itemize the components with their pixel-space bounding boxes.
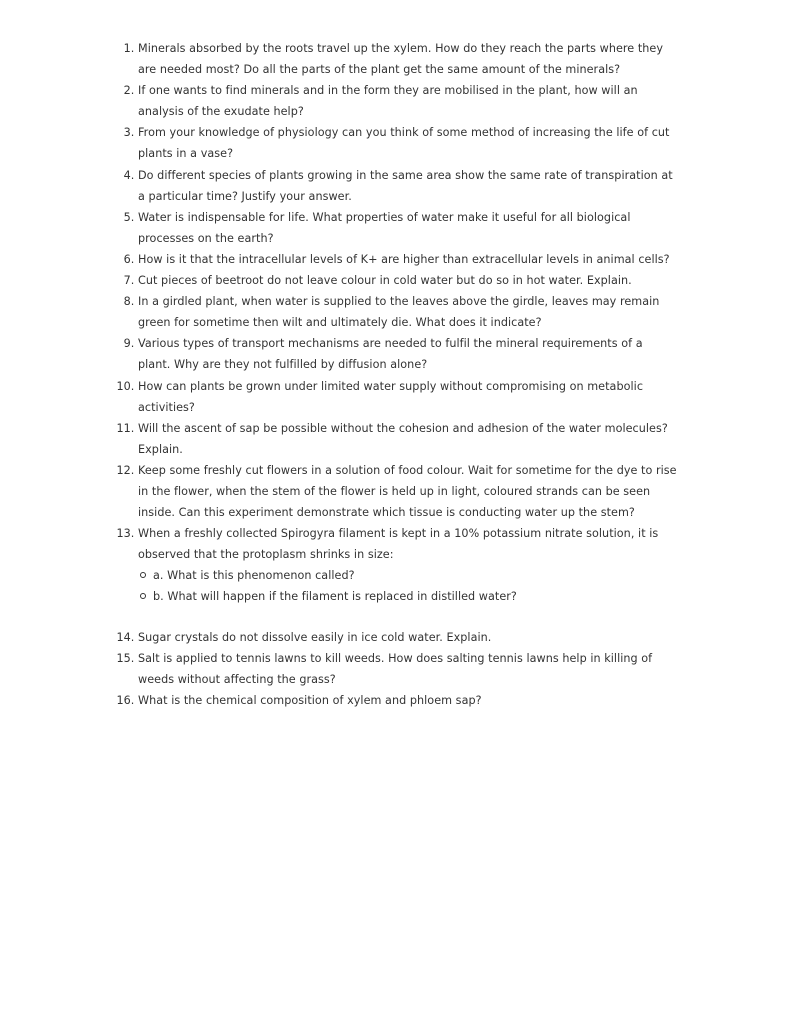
question-text: What is the chemical composition of xylem and phloem sap? (138, 693, 482, 707)
question-item (138, 291, 678, 333)
sub-question-item (153, 565, 678, 586)
question-text: How is it that the intracellular levels of K+ are higher than extracellular levels in animal cells? (138, 252, 670, 266)
question-item (138, 122, 678, 164)
question-item (138, 690, 678, 711)
question-item (138, 207, 678, 249)
question-text: Water is indispensable for life. What properties of water make it useful for all biological processes on the earth? (138, 210, 631, 245)
question-item (138, 249, 678, 270)
sub-question-text: b. What will happen if the filament is replaced in distilled water? (153, 590, 517, 604)
question-list (0, 38, 678, 711)
question-text: Do different species of plants growing in the same area show the same rate of transpiration at a particular time? Justify your answer. (138, 168, 673, 203)
question-item (138, 376, 678, 418)
question-item (138, 460, 678, 523)
question-text: Will the ascent of sap be possible without the cohesion and adhesion of the water molecules? Explain. (138, 421, 668, 456)
question-text: In a girdled plant, when water is supplied to the leaves above the girdle, leaves may remain green for sometime then wilt and ultimately die. What does it indicate? (138, 295, 660, 330)
sub-question-text: a. What is this phenomenon called? (153, 569, 355, 583)
sub-question-item (153, 586, 678, 607)
question-text: From your knowledge of physiology can you think of some method of increasing the life of cut plants in a vase? (138, 126, 670, 161)
question-text: When a freshly collected Spirogyra filament is kept in a 10% potassium nitrate solution, it is observed that the protoplasm shrinks in size: (138, 527, 659, 562)
question-text: How can plants be grown under limited water supply without compromising on metabolic activities? (138, 379, 644, 414)
question-item (138, 165, 678, 207)
question-text: Sugar crystals do not dissolve easily in ice cold water. Explain. (138, 630, 492, 644)
question-text: Cut pieces of beetroot do not leave colour in cold water but do so in hot water. Explain. (138, 274, 632, 288)
question-item (138, 270, 678, 291)
question-text: If one wants to find minerals and in the form they are mobilised in the plant, how will an analysis of the exudate help? (138, 84, 638, 119)
question-item (138, 333, 678, 375)
sub-question-list (138, 565, 678, 607)
spacer (138, 608, 678, 627)
question-text: Minerals absorbed by the roots travel up the xylem. How do they reach the parts where they are needed most? Do all the parts of the plant get the same amount of the minerals? (138, 42, 664, 77)
question-text: Salt is applied to tennis lawns to kill weeds. How does salting tennis lawns help in killing of weeds without affecting the grass? (138, 651, 653, 686)
document-page (0, 38, 791, 711)
question-item (138, 80, 678, 122)
question-item (138, 38, 678, 80)
question-text: Keep some freshly cut flowers in a solution of food colour. Wait for sometime for the dye to rise in the flower, when the stem of the flower is held up in light, coloured strands can be seen inside. Can this experiment demonstrate which tissue is conducting water up the stem? (138, 463, 677, 520)
question-item (138, 523, 678, 626)
question-item (138, 627, 678, 648)
question-text: Various types of transport mechanisms are needed to fulfil the mineral requirements of a plant. Why are they not fulfilled by diffusion alone? (138, 337, 643, 372)
question-item (138, 418, 678, 460)
question-item (138, 648, 678, 690)
